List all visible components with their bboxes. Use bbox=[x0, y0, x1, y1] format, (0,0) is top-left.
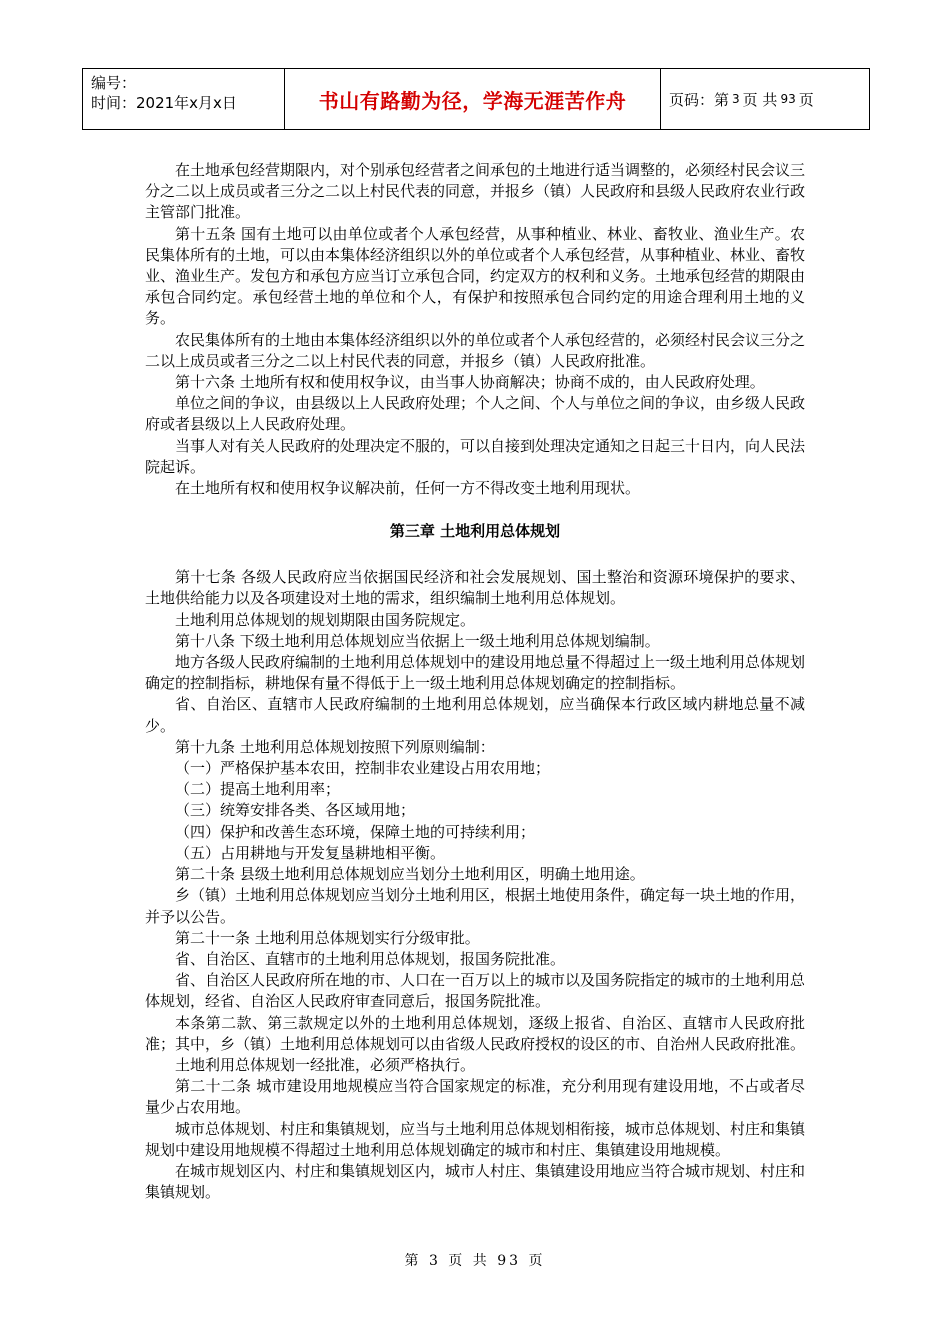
paragraph: （二）提高土地利用率； bbox=[175, 780, 341, 799]
paragraph: 在土地所有权和使用权争议解决前，任何一方不得改变土地利用现状。 bbox=[175, 479, 641, 498]
document-number-label: 编号： bbox=[91, 74, 137, 92]
paragraph: 省、自治区人民政府所在地的市、人口在一百万以上的城市以及国务院指定的城市的土地利用总体规划，经省、自治区人民政府审查同意后，报国务院批准。 bbox=[145, 971, 806, 1011]
paragraph: 第十八条 下级土地利用总体规划应当依据上一级土地利用总体规划编制。 bbox=[175, 631, 660, 650]
paragraph: 当事人对有关人民政府的处理决定不服的，可以自接到处理决定通知之日起三十日内，向人民法院起诉。 bbox=[145, 436, 806, 476]
paragraph: （一）严格保护基本农田，控制非农业建设占用农用地； bbox=[175, 759, 551, 778]
paragraph: （四）保护和改善生态环境，保障土地的可持续利用； bbox=[175, 822, 536, 841]
page-suffix: 页 bbox=[798, 90, 814, 109]
page-prefix: 页码：第 bbox=[669, 90, 730, 109]
paragraph: （三）统筹安排各类、各区域用地； bbox=[175, 801, 416, 820]
document-body bbox=[145, 160, 805, 1203]
paragraph: 城市总体规划、村庄和集镇规划，应当与土地利用总体规划相衔接，城市总体规划、村庄和集镇规划中建设用地规模不得超过土地利用总体规划确定的城市和村庄、集镇建设用地规模。 bbox=[145, 1119, 806, 1159]
paragraph-group-b bbox=[145, 567, 805, 1203]
paragraph: 第十五条 国有土地可以由单位或者个人承包经营，从事种植业、林业、畜牧业、渔业生产。农民集体所有的土地，可以由本集体经济组织以外的单位或者个人承包经营，从事种植业、林业、畜牧业、渔业生产。发包方和承包方应当订立承包合同，约定双方的权利和义务。土地承包经营的期限由承包合同约定。承包经营土地的单位和个人，有保护和按照承包合同约定的用途合理利用土地的义务。 bbox=[145, 224, 806, 328]
header-page-cell bbox=[661, 69, 869, 129]
paragraph: 在城市规划区内、村庄和集镇规划区内，城市人村庄、集镇建设用地应当符合城市规划、村庄和集镇规划。 bbox=[145, 1161, 806, 1202]
paragraph: 乡（镇）土地利用总体规划应当划分土地利用区，根据土地使用条件，确定每一块土地的作用，并予以公告。 bbox=[145, 886, 806, 926]
paragraph: 农民集体所有的土地由本集体经济组织以外的单位或者个人承包经营的，必须经村民会议三分之二以上成员或者三分之二以上村民代表的同意，并报乡（镇）人民政府批准。 bbox=[145, 330, 806, 370]
chapter-title: 第三章 土地利用总体规划 bbox=[389, 522, 561, 541]
paragraph: 第二十二条 城市建设用地规模应当符合国家规定的标准，充分利用现有建设用地，不占或者尽量少占农用地。 bbox=[145, 1077, 805, 1117]
paragraph: 第十九条 土地利用总体规划按照下列原则编制： bbox=[175, 737, 495, 756]
paragraph: 单位之间的争议，由县级以上人民政府处理；个人之间、个人与单位之间的争议，由乡级人民政府或者县级以上人民政府处理。 bbox=[145, 394, 806, 434]
page-footer: 第 3 页 共 93 页 bbox=[404, 1253, 546, 1269]
paragraph: 第十七条 各级人民政府应当依据国民经济和社会发展规划、国土整治和资源环境保护的要求、土地供给能力以及各项建设对土地的需求，组织编制土地利用总体规划。 bbox=[145, 568, 805, 608]
paragraph: 在土地承包经营期限内，对个别承包经营者之间承包的土地进行适当调整的，必须经村民会议三分之二以上成员或者三分之二以上村民代表的同意，并报乡（镇）人民政府和县级人民政府农业行政主管部门批准。 bbox=[145, 161, 806, 222]
header-meta-cell bbox=[83, 69, 285, 129]
header-motto-cell bbox=[285, 69, 661, 129]
paragraph: 省、自治区、直辖市的土地利用总体规划，报国务院批准。 bbox=[175, 949, 566, 968]
paragraph: 土地利用总体规划一经批准，必须严格执行。 bbox=[175, 1055, 476, 1074]
paragraph: （五）占用耕地与开发复垦耕地相平衡。 bbox=[175, 843, 446, 862]
paragraph: 省、自治区、直辖市人民政府编制的土地利用总体规划，应当确保本行政区域内耕地总量不减少。 bbox=[145, 695, 805, 735]
header-table bbox=[82, 68, 870, 130]
motto-text: 书山有路勤为径，学海无涯苦作舟 bbox=[318, 88, 627, 113]
document-time-label: 时间：2021年x月x日 bbox=[91, 94, 237, 112]
page-current: 3 bbox=[732, 92, 740, 106]
paragraph: 土地利用总体规划的规划期限由国务院规定。 bbox=[175, 610, 476, 629]
paragraph: 本条第二款、第三款规定以外的土地利用总体规划，逐级上报省、自治区、直辖市人民政府批准；其中，乡（镇）土地利用总体规划可以由省级人民政府授权的设区的市、自治州人民政府批准。 bbox=[145, 1013, 806, 1053]
paragraph: 第二十一条 土地利用总体规划实行分级审批。 bbox=[175, 928, 480, 947]
page-total: 93 bbox=[780, 92, 796, 106]
paragraph: 第十六条 土地所有权和使用权争议，由当事人协商解决；协商不成的，由人民政府处理。 bbox=[175, 373, 765, 392]
paragraph: 第二十条 县级土地利用总体规划应当划分土地利用区，明确土地用途。 bbox=[175, 865, 645, 884]
paragraph: 地方各级人民政府编制的土地利用总体规划中的建设用地总量不得超过上一级土地利用总体规划确定的控制指标，耕地保有量不得低于上一级土地利用总体规划确定的控制指标。 bbox=[145, 653, 806, 693]
page-mid: 页 共 bbox=[742, 90, 778, 109]
paragraph-group-a bbox=[145, 160, 805, 499]
